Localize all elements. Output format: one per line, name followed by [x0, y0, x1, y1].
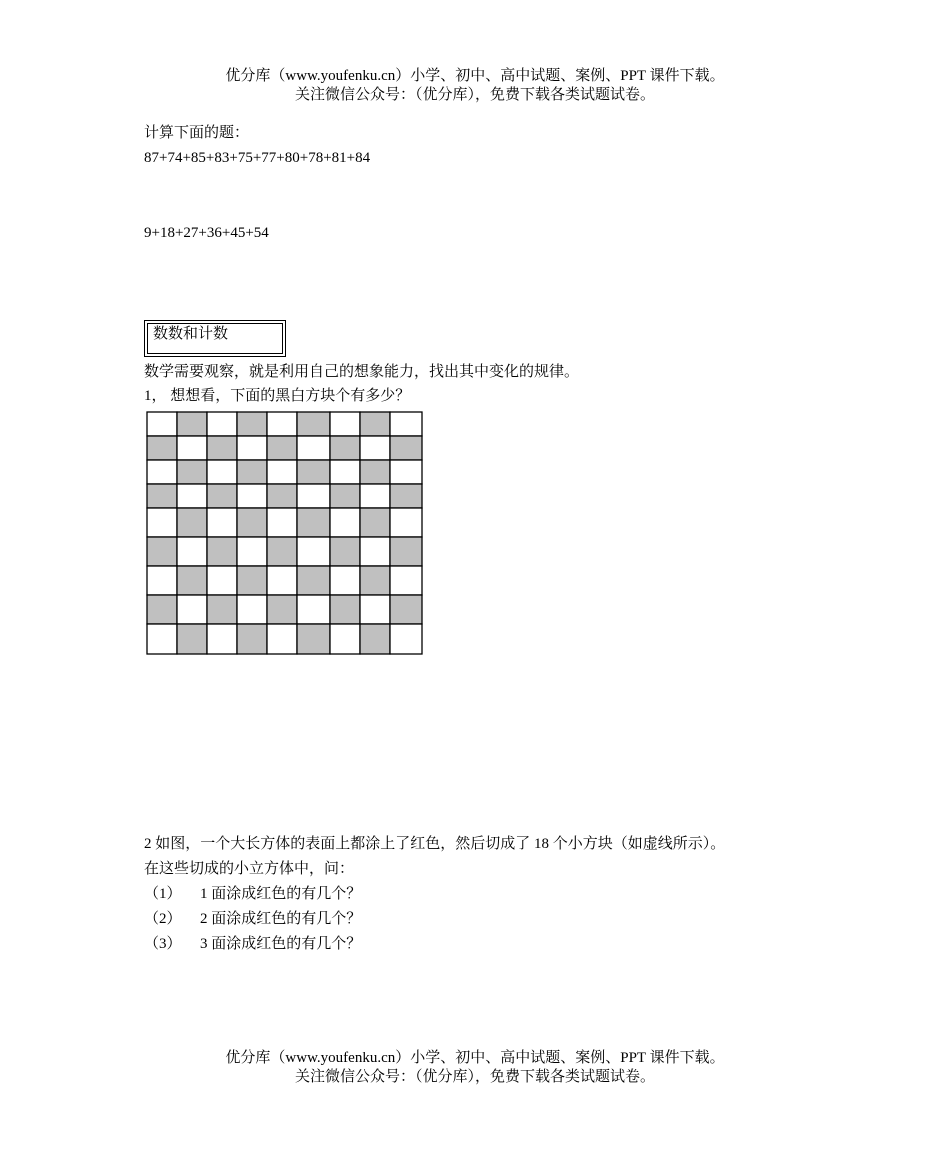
grid-cell — [297, 460, 330, 484]
calc-prompt: 计算下面的题： — [144, 125, 250, 141]
footer-line-2: 关注微信公众号：（优分库），免费下载各类试题试卷。 — [294, 1069, 655, 1085]
grid-cell — [207, 595, 237, 624]
grid-cell — [177, 460, 207, 484]
grid-cell — [147, 537, 177, 566]
grid-cell — [390, 508, 422, 537]
grid-cell — [177, 566, 207, 595]
grid-cell — [390, 624, 422, 654]
grid-cell — [360, 436, 390, 460]
grid-cell — [390, 537, 422, 566]
grid-cell — [360, 508, 390, 537]
grid-cell — [267, 624, 297, 654]
grid-cell — [177, 436, 207, 460]
grid-cell — [147, 508, 177, 537]
grid-cell — [297, 595, 330, 624]
grid-cell — [267, 566, 297, 595]
sub-question-1-text: 1 面涂成红色的有几个？ — [200, 886, 362, 902]
grid-cell — [360, 484, 390, 508]
grid-cell — [267, 460, 297, 484]
grid-cell — [297, 436, 330, 460]
section-title-box — [144, 320, 286, 357]
grid-cell — [297, 537, 330, 566]
grid-cell — [177, 412, 207, 436]
grid-cell — [330, 460, 360, 484]
sub-question-3 — [144, 935, 361, 953]
grid-cell — [390, 412, 422, 436]
grid-cell — [390, 484, 422, 508]
intro-text: 数学需要观察，就是利用自己的想象能力，找出其中变化的规律。 — [144, 364, 580, 380]
grid-cell — [330, 566, 360, 595]
grid-cell — [297, 412, 330, 436]
section-title: 数数和计数 — [153, 326, 229, 342]
grid-cell — [360, 595, 390, 624]
sub-question-3-number: （3） — [144, 936, 182, 952]
grid-cell — [330, 436, 360, 460]
grid-cell — [207, 566, 237, 595]
grid-cell — [297, 624, 330, 654]
grid-cell — [267, 595, 297, 624]
grid-cell — [267, 508, 297, 537]
grid-cell — [147, 595, 177, 624]
grid-cell — [177, 508, 207, 537]
grid-cell — [390, 460, 422, 484]
grid-cell — [237, 412, 267, 436]
sub-question-2-number: （2） — [144, 911, 182, 927]
grid-cell — [297, 566, 330, 595]
grid-cell — [177, 537, 207, 566]
grid-cell — [207, 412, 237, 436]
grid-cell — [297, 508, 330, 537]
sub-question-1 — [144, 885, 361, 903]
grid-cell — [330, 595, 360, 624]
grid-cell — [177, 484, 207, 508]
grid-cell — [330, 537, 360, 566]
grid-cell — [330, 624, 360, 654]
question-2-line-1: 2 如图，一个大长方体的表面上都涂上了红色，然后切成了 18 个小方块（如虚线所示）。 — [144, 836, 726, 852]
question-2-line-2: 在这些切成的小立方体中，问： — [144, 861, 355, 877]
grid-cell — [147, 412, 177, 436]
grid-cell — [147, 566, 177, 595]
grid-cell — [330, 508, 360, 537]
grid-cell — [360, 460, 390, 484]
grid-cell — [360, 537, 390, 566]
grid-cell — [177, 595, 207, 624]
checkerboard-grid — [146, 411, 426, 657]
grid-cell — [207, 624, 237, 654]
question-1: 1， 想想看，下面的黑白方块个有多少？ — [144, 388, 411, 404]
grid-cell — [330, 412, 360, 436]
grid-cell — [297, 484, 330, 508]
grid-cell — [207, 508, 237, 537]
expression-1: 87+74+85+83+75+77+80+78+81+84 — [144, 150, 371, 166]
sub-question-1-number: （1） — [144, 886, 182, 902]
grid-cell — [207, 436, 237, 460]
grid-cell — [147, 460, 177, 484]
grid-cell — [207, 460, 237, 484]
grid-cell — [360, 566, 390, 595]
grid-cell — [237, 537, 267, 566]
grid-cell — [390, 436, 422, 460]
header-line-2: 关注微信公众号：（优分库），免费下载各类试题试卷。 — [294, 87, 655, 103]
grid-cell — [237, 624, 267, 654]
grid-cell — [147, 484, 177, 508]
grid-cell — [390, 566, 422, 595]
footer-line-1: 优分库（www.youfenku.cn）小学、初中、高中试题、案例、PPT 课件下载。 — [225, 1050, 725, 1066]
grid-cell — [237, 566, 267, 595]
grid-cell — [330, 484, 360, 508]
expression-2: 9+18+27+36+45+54 — [144, 225, 269, 241]
grid-cell — [177, 624, 207, 654]
header-line-1: 优分库（www.youfenku.cn）小学、初中、高中试题、案例、PPT 课件下载。 — [225, 68, 725, 84]
grid-cell — [147, 624, 177, 654]
grid-cell — [237, 508, 267, 537]
sub-question-2 — [144, 910, 361, 928]
sub-question-3-text: 3 面涂成红色的有几个？ — [200, 936, 362, 952]
grid-cell — [390, 595, 422, 624]
grid-cell — [147, 436, 177, 460]
grid-cell — [207, 484, 237, 508]
sub-question-2-text: 2 面涂成红色的有几个？ — [200, 911, 362, 927]
grid-cell — [360, 412, 390, 436]
grid-cell — [237, 484, 267, 508]
grid-cell — [267, 412, 297, 436]
grid-cell — [360, 624, 390, 654]
grid-cell — [267, 484, 297, 508]
grid-cell — [237, 436, 267, 460]
grid-cell — [237, 595, 267, 624]
grid-cell — [237, 460, 267, 484]
grid-cell — [207, 537, 237, 566]
grid-cell — [267, 537, 297, 566]
grid-cell — [267, 436, 297, 460]
